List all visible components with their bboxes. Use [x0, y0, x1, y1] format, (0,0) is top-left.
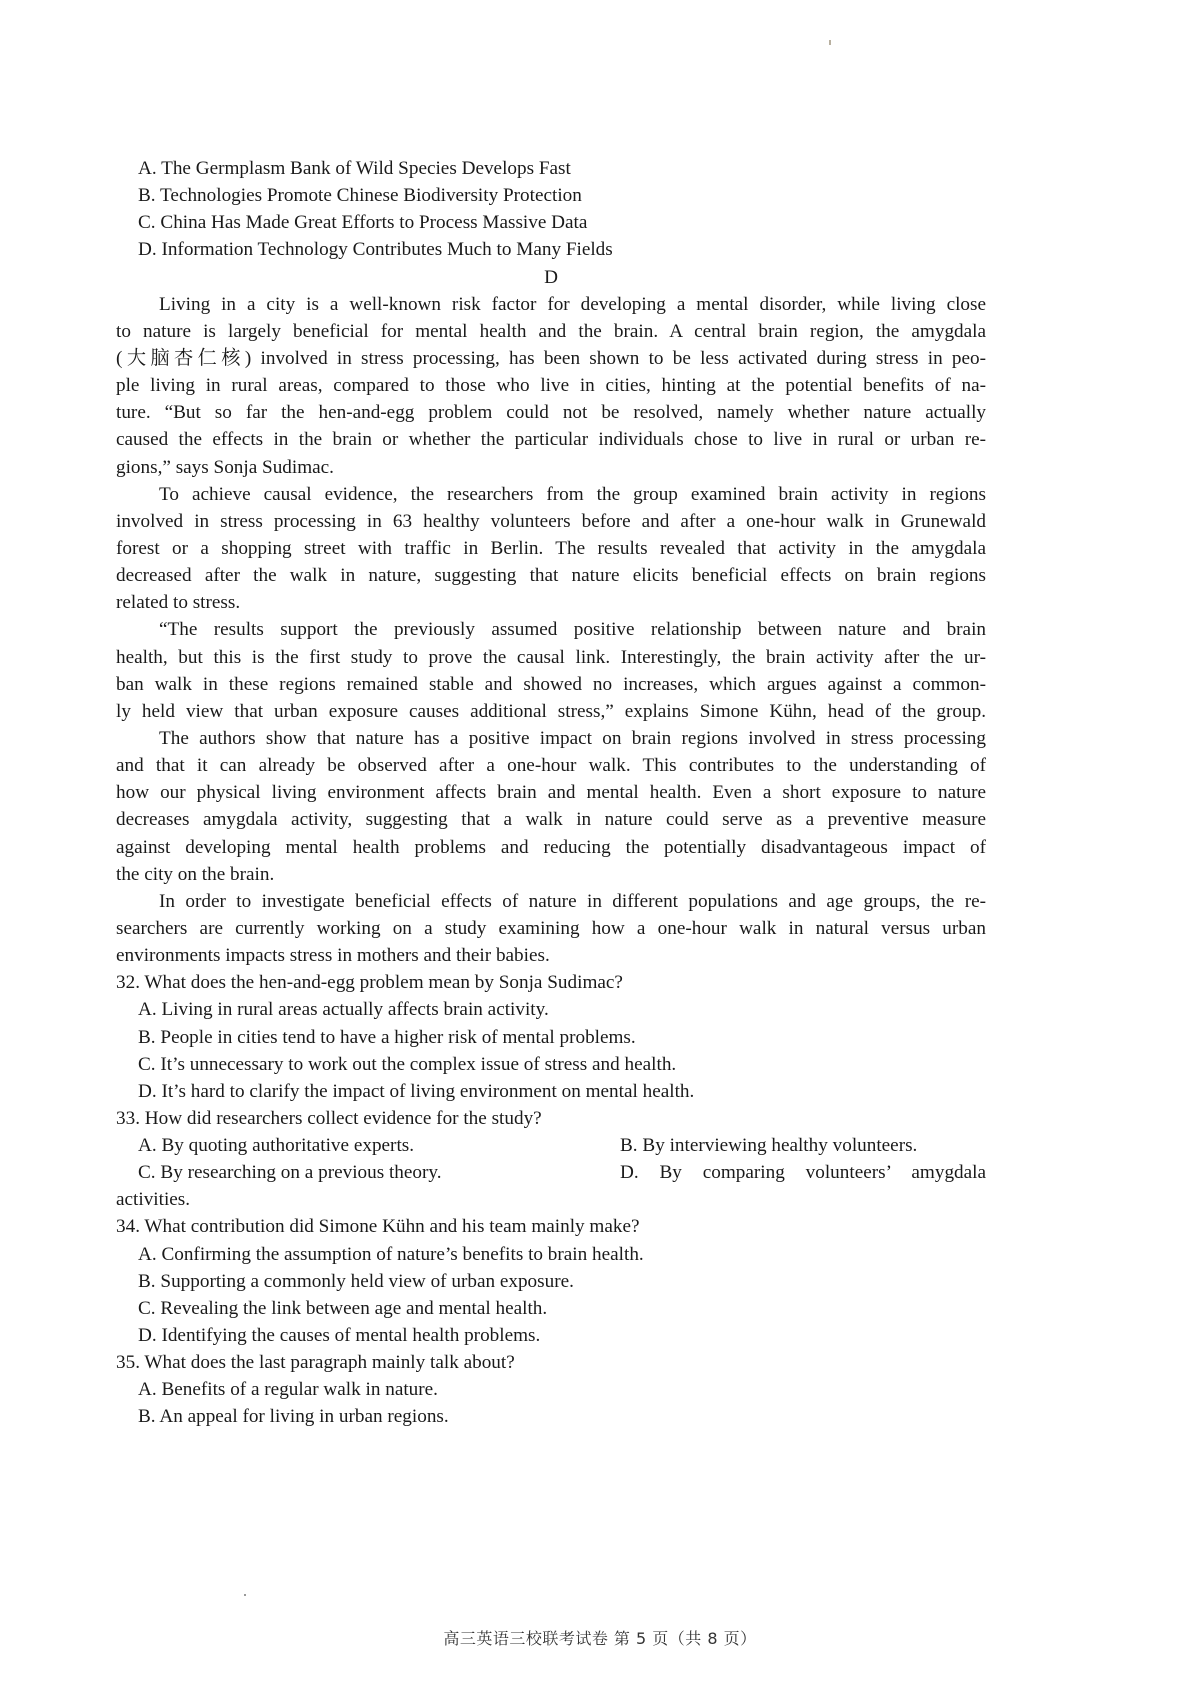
passage-label: D — [544, 266, 558, 288]
passage-line: In order to investigate beneficial effects of nature in different populations and age groups, the re- — [159, 890, 986, 912]
option-d: D. Information Technology Contributes Much to Many Fields — [138, 239, 613, 261]
scan-mark — [829, 40, 831, 45]
passage-line: ture. “But so far the hen-and-egg problem could not be resolved, namely whether nature actually — [116, 402, 986, 424]
passage-line: gions,” says Sonja Sudimac. — [116, 456, 334, 478]
option-d: D. By comparing volunteers’ amygdala — [620, 1162, 986, 1184]
passage-line: decreased after the walk in nature, suggesting that nature elicits beneficial effects on brain regions — [116, 565, 986, 587]
option-d-continuation: activities. — [116, 1189, 191, 1211]
passage-line: The authors show that nature has a positive impact on brain regions involved in stress processing — [159, 727, 986, 749]
passage-line: Living in a city is a well-known risk factor for developing a mental disorder, while living close — [159, 293, 986, 315]
question-32 — [116, 969, 986, 1105]
option-c: C. It’s unnecessary to work out the complex issue of stress and health. — [138, 1053, 677, 1075]
passage-line: the city on the brain. — [116, 863, 275, 885]
option-b: B. Supporting a commonly held view of urban exposure. — [138, 1270, 574, 1292]
passage-body — [116, 291, 986, 970]
passage-line: and that it can already be observed after a one-hour walk. This contributes to the understanding of — [116, 755, 986, 777]
scan-mark — [244, 1594, 246, 1596]
passage-line: caused the effects in the brain or whether the particular individuals chose to live in rural or urban re- — [116, 429, 986, 451]
passage-line: To achieve causal evidence, the researchers from the group examined brain activity in regions — [159, 483, 986, 505]
passage-line: decreases amygdala activity, suggesting that a walk in nature could serve as a preventive measure — [116, 809, 986, 831]
question-33 — [116, 1105, 986, 1214]
option-b: B. People in cities tend to have a higher risk of mental problems. — [138, 1026, 636, 1048]
option-a: A. By quoting authoritative experts. — [138, 1135, 415, 1157]
options-row — [116, 1132, 986, 1159]
prev-question-options — [116, 155, 986, 264]
passage-line: ple living in rural areas, compared to those who live in cities, hinting at the potential benefits of na- — [116, 375, 986, 397]
option-c: C. By researching on a previous theory. — [138, 1162, 442, 1184]
question-stem: 32. What does the hen-and-egg problem mean by Sonja Sudimac? — [116, 972, 623, 994]
passage-line: to nature is largely beneficial for mental health and the brain. A central brain region, the amygdala — [116, 320, 986, 342]
passage-line: searchers are currently working on a study examining how a one-hour walk in natural versus urban — [116, 917, 986, 939]
passage-line: ly held view that urban exposure causes additional stress,” explains Simone Kühn, head of the group. — [116, 700, 986, 722]
question-35 — [116, 1349, 986, 1430]
option-d: D. Identifying the causes of mental health problems. — [138, 1325, 541, 1347]
passage-line: involved in stress processing in 63 healthy volunteers before and after a one-hour walk in Grunewald — [116, 510, 986, 532]
option-a: A. The Germplasm Bank of Wild Species Develops Fast — [138, 158, 571, 179]
passage-line: ban walk in these regions remained stable and showed no increases, which argues against a common- — [116, 673, 986, 695]
option-c: C. China Has Made Great Efforts to Process Massive Data — [138, 212, 588, 234]
passage-line: environments impacts stress in mothers and their babies. — [116, 945, 550, 967]
option-a: A. Confirming the assumption of nature’s benefits to brain health. — [138, 1243, 644, 1265]
passage-line: against developing mental health problems and reducing the potentially disadvantageous impact of — [116, 836, 986, 858]
question-stem: 33. How did researchers collect evidence for the study? — [116, 1107, 542, 1129]
passage-line: health, but this is the first study to prove the causal link. Interestingly, the brain activity after the ur- — [116, 646, 986, 668]
option-b: B. An appeal for living in urban regions. — [138, 1406, 449, 1428]
option-b: B. By interviewing healthy volunteers. — [620, 1135, 918, 1157]
page-content — [116, 155, 986, 1431]
option-c: C. Revealing the link between age and mental health. — [138, 1297, 548, 1319]
question-34 — [116, 1213, 986, 1349]
passage-line: related to stress. — [116, 592, 241, 614]
question-stem: 34. What contribution did Simone Kühn and his team mainly make? — [116, 1216, 640, 1238]
options-row — [116, 1159, 986, 1186]
passage-line: forest or a shopping street with traffic in Berlin. The results revealed that activity in the amygdala — [116, 537, 986, 559]
passage-line: (大脑杏仁核) involved in stress processing, has been shown to be less activated during stress in peo- — [116, 347, 986, 369]
option-b: B. Technologies Promote Chinese Biodiversity Protection — [138, 185, 582, 207]
option-a: A. Living in rural areas actually affects brain activity. — [138, 999, 549, 1021]
page-footer: 高三英语三校联考试卷 第 5 页（共 8 页） — [443, 1629, 757, 1648]
passage-line: how our physical living environment affects brain and mental health. Even a short exposure to nature — [116, 782, 986, 804]
option-a: A. Benefits of a regular walk in nature. — [138, 1379, 438, 1401]
passage-line: “The results support the previously assumed positive relationship between nature and brain — [159, 619, 986, 641]
question-stem: 35. What does the last paragraph mainly talk about? — [116, 1352, 515, 1374]
option-d: D. It’s hard to clarify the impact of living environment on mental health. — [138, 1080, 695, 1102]
